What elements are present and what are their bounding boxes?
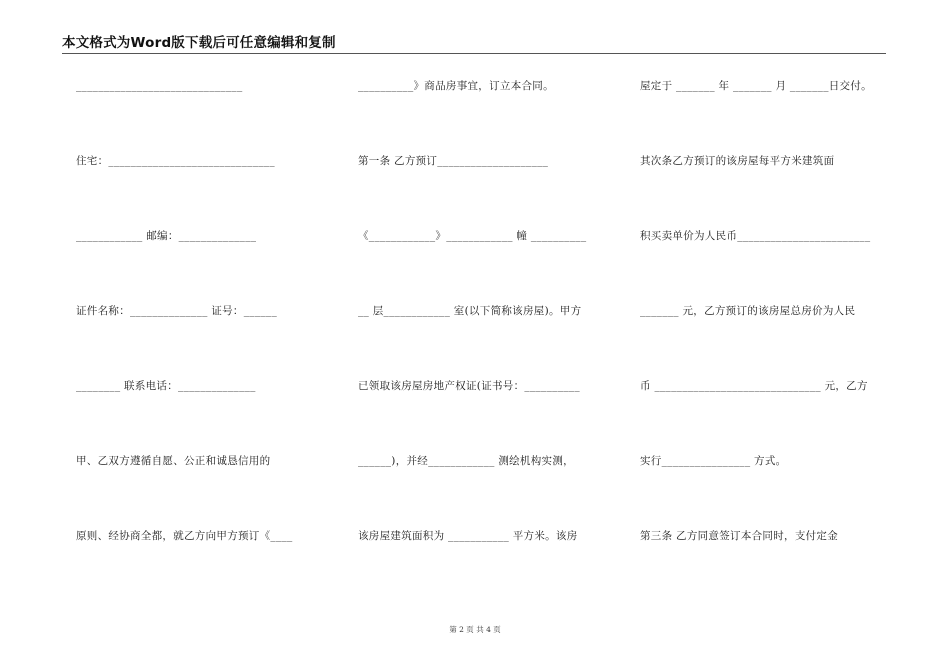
text-line: _______ 元，乙方预订的该房屋总房价为人民 — [640, 305, 856, 317]
text-line: 原则、经协商全都，就乙方向甲方预订《____ — [76, 530, 293, 542]
text-line: 币 ______________________________ 元，乙方 — [640, 380, 868, 392]
text-line: 积买卖单价为人民币________________________ — [640, 230, 871, 242]
text-line: 其次条乙方预订的该房屋每平方米建筑面 — [640, 155, 835, 167]
text-line: 屋定于 _______ 年 _______ 月 _______日交付。 — [640, 80, 872, 92]
text-line: ________ 联系电话：______________ — [76, 380, 256, 392]
text-line: __________》商品房事宜，订立本合同。 — [358, 80, 554, 92]
text-line: ______)，并经____________ 测绘机构实测， — [358, 455, 574, 467]
text-line: 第三条 乙方同意签订本合同时，支付定金 — [640, 530, 839, 542]
text-line: 《____________》____________ 幢 __________ — [358, 230, 587, 242]
text-line: ____________ 邮编：______________ — [76, 230, 257, 242]
text-line: 实行________________ 方式。 — [640, 455, 787, 467]
text-line: 该房屋建筑面积为 ___________ 平方米。该房 — [358, 530, 578, 542]
text-line: 第一条 乙方预订____________________ — [358, 155, 549, 167]
text-line: 证件名称：______________ 证号：______ — [76, 305, 278, 317]
text-line: 甲、乙双方遵循自愿、公正和诚恳信用的 — [76, 455, 271, 467]
text-line: 已领取该房屋房地产权证(证书号：__________ — [358, 380, 580, 392]
page-footer: 第 2 页 共 4 页 — [449, 625, 501, 634]
text-column-2 — [358, 0, 606, 672]
text-line: 住宅：______________________________ — [76, 155, 275, 167]
header-title: 本文格式为Word版下载后可任意编辑和复制 — [62, 35, 336, 51]
text-column-1 — [76, 0, 321, 672]
text-column-3 — [640, 0, 888, 672]
text-line: ______________________________ — [76, 80, 243, 92]
text-line: __ 层____________ 室(以下简称该房屋)。甲方 — [358, 305, 582, 317]
